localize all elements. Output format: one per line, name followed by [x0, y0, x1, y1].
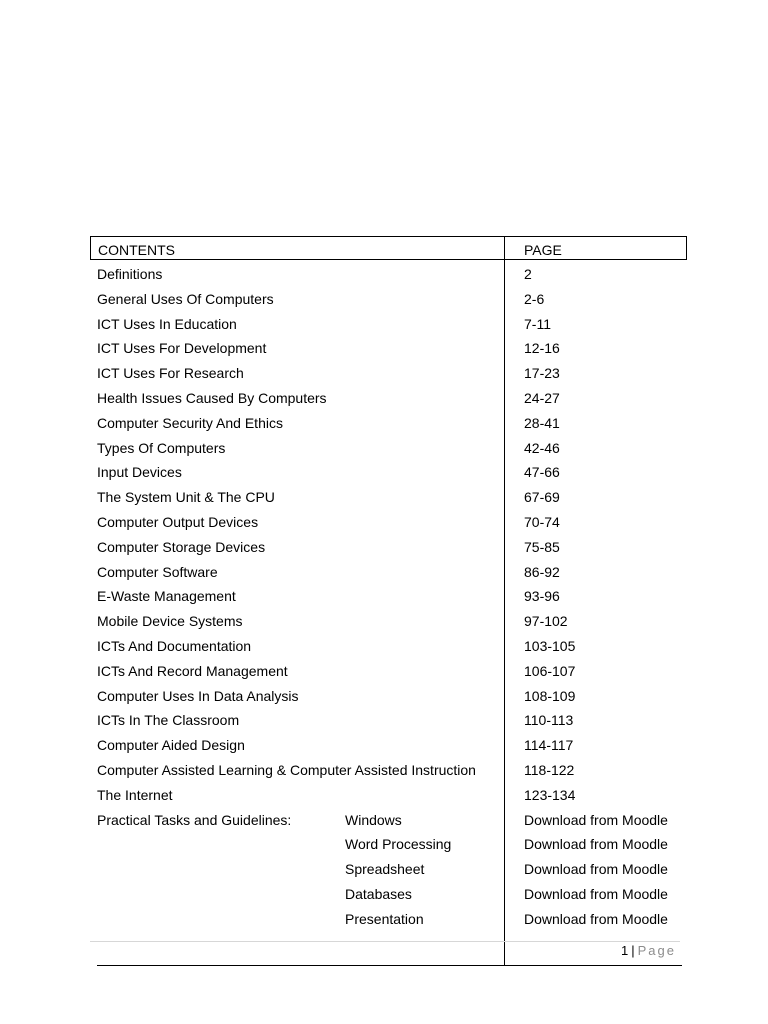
toc-title: The Internet: [97, 786, 173, 803]
toc-page: Download from Moodle: [524, 861, 668, 878]
toc-row: [0, 834, 768, 859]
toc-title: Computer Software: [97, 563, 218, 580]
toc-page: 103-105: [524, 638, 576, 654]
toc-title: Computer Output Devices: [97, 514, 259, 530]
toc-page: 106-107: [524, 662, 576, 679]
toc-title: ICT Uses For Development: [97, 340, 267, 357]
toc-row: [0, 388, 768, 413]
toc-row: [0, 611, 768, 636]
toc-page: 114-117: [524, 737, 574, 754]
toc-title: Mobile Device Systems: [97, 613, 243, 630]
toc-title: Definitions: [97, 266, 163, 282]
toc-title: ICT Uses For Research: [97, 365, 244, 382]
toc-page: 86-92: [524, 563, 560, 580]
footer-rule: [90, 941, 680, 942]
toc-row: [0, 810, 768, 835]
toc-subtitle: Databases: [345, 886, 412, 902]
page-label: Page: [637, 943, 676, 958]
toc-row: [0, 785, 768, 810]
toc-title: Types Of Computers: [97, 439, 226, 456]
toc-page: 70-74: [524, 514, 560, 530]
toc-title: Computer Aided Design: [97, 737, 245, 754]
toc-row: [0, 859, 768, 884]
toc-page: Download from Moodle: [524, 886, 668, 902]
toc-page: 17-23: [524, 365, 560, 382]
toc-subtitle: Spreadsheet: [345, 861, 425, 878]
toc-row: [0, 537, 768, 562]
toc-page: 24-27: [524, 390, 560, 406]
toc-page: 67-69: [524, 489, 560, 506]
page-number: 1: [621, 943, 629, 958]
toc-row: [0, 884, 768, 909]
toc-title: E-Waste Management: [97, 588, 236, 605]
toc-title: ICTs And Record Management: [97, 662, 288, 679]
footer-separator: |: [631, 943, 635, 958]
toc-page: 118-122: [524, 762, 575, 778]
toc-page: 97-102: [524, 613, 568, 630]
toc-row: [0, 487, 768, 512]
toc-subtitle: Windows: [345, 811, 402, 828]
toc-row: [0, 413, 768, 438]
contents-header: [90, 236, 687, 260]
toc-page: 123-134: [524, 786, 576, 803]
toc-page: Download from Moodle: [524, 836, 668, 853]
toc-page: 2-6: [524, 290, 545, 307]
toc-row: [0, 760, 768, 785]
toc-row: [0, 686, 768, 711]
toc-page: 42-46: [524, 439, 560, 456]
toc-subtitle: Presentation: [345, 910, 424, 927]
toc-title: General Uses Of Computers: [97, 290, 274, 307]
toc-row: [0, 636, 768, 661]
toc-row: [0, 314, 768, 339]
toc-row: [0, 438, 768, 463]
header-divider: [504, 237, 505, 259]
toc-row: [0, 264, 768, 289]
contents-heading: CONTENTS: [98, 242, 175, 258]
toc-page: Download from Moodle: [524, 910, 668, 927]
toc-page: 47-66: [524, 464, 560, 481]
toc-page: 28-41: [524, 414, 560, 431]
toc-title: ICT Uses In Education: [97, 315, 237, 332]
toc-title: Health Issues Caused By Computers: [97, 390, 327, 406]
page-heading: PAGE: [524, 242, 562, 258]
toc-row: [0, 586, 768, 611]
toc-title: Input Devices: [97, 464, 182, 481]
toc-page: 93-96: [524, 588, 560, 605]
toc-title: Practical Tasks and Guidelines:: [97, 811, 292, 828]
toc-row: [0, 735, 768, 760]
toc-row: [0, 562, 768, 587]
toc-title: The System Unit & The CPU: [97, 489, 275, 506]
toc-page: 110-113: [524, 712, 574, 729]
toc-row: [0, 710, 768, 735]
toc-row: [0, 338, 768, 363]
toc-page: 2: [524, 266, 532, 282]
toc-title: Computer Security And Ethics: [97, 414, 283, 431]
toc-page: 75-85: [524, 538, 560, 555]
toc-row: [0, 289, 768, 314]
page-footer: [621, 943, 676, 958]
toc-row: [0, 512, 768, 537]
toc-title: Computer Assisted Learning & Computer Assisted Instruction: [97, 762, 476, 778]
toc-title: Computer Storage Devices: [97, 538, 266, 555]
toc-title: ICTs In The Classroom: [97, 712, 240, 729]
toc-page: 12-16: [524, 340, 560, 357]
toc-title: Computer Uses In Data Analysis: [97, 687, 299, 704]
toc-row: [0, 363, 768, 388]
toc-page: Download from Moodle: [524, 811, 668, 828]
toc-title: ICTs And Documentation: [97, 638, 252, 654]
toc-row: [0, 661, 768, 686]
table-bottom-rule: [97, 965, 682, 966]
toc-subtitle: Word Processing: [345, 836, 452, 853]
toc-row: [0, 909, 768, 934]
toc-page: 7-11: [524, 315, 551, 332]
toc-row: [0, 462, 768, 487]
toc-page: 108-109: [524, 687, 576, 704]
